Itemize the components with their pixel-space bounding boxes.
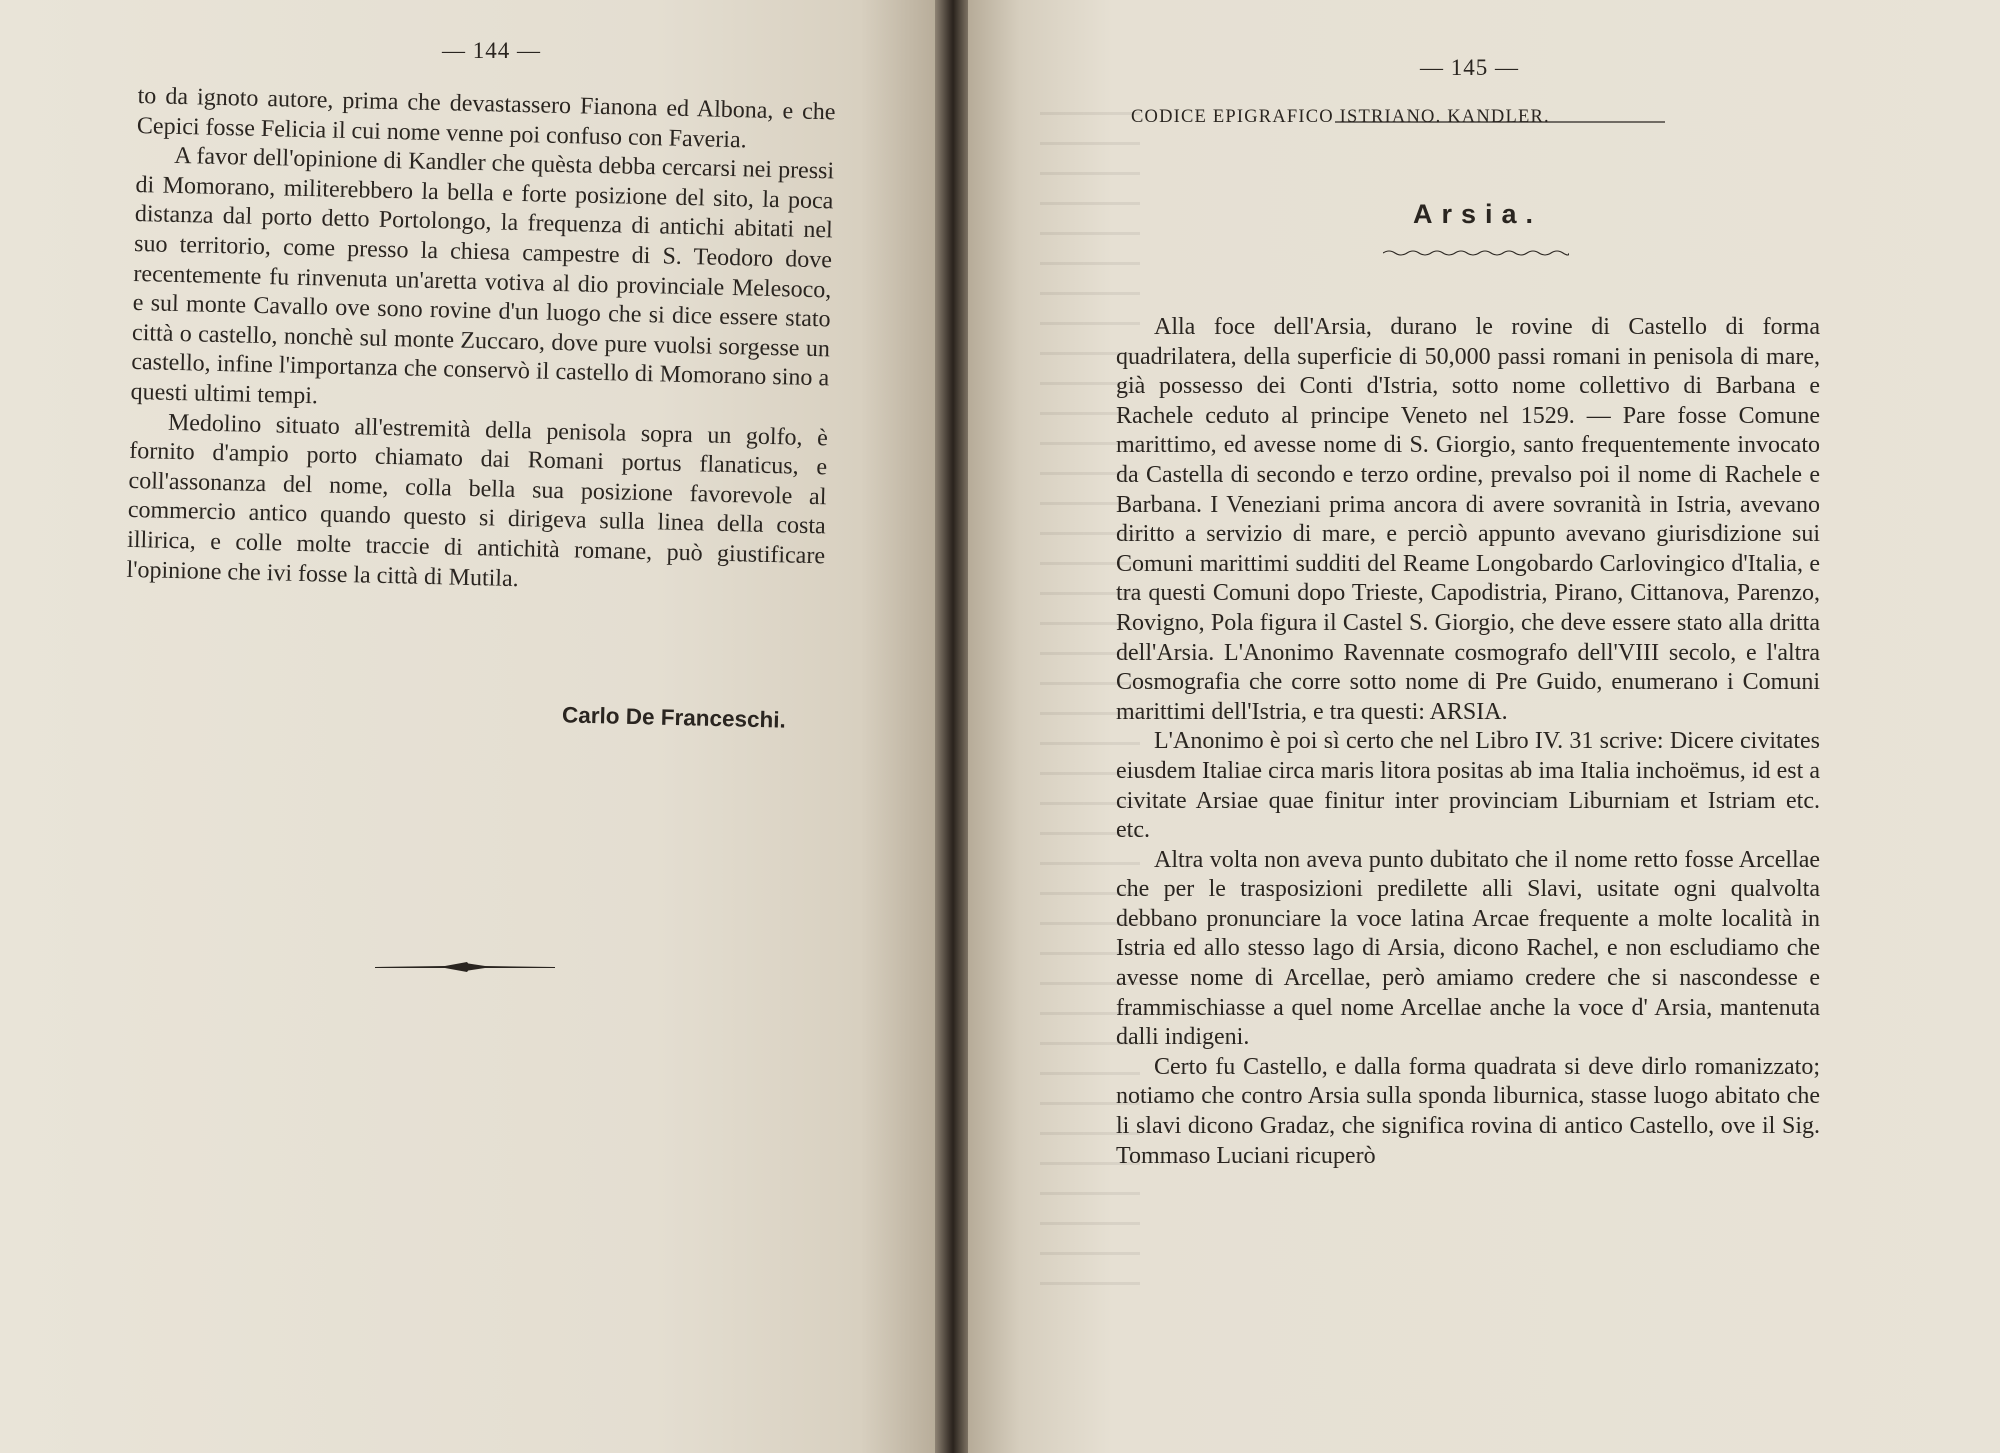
end-ornament-rule	[375, 960, 555, 974]
author-signature: Carlo De Franceschi.	[561, 702, 787, 733]
right-paragraph-1: Alla foce dell'Arsia, durano le rovine di Castello di forma quadrilatera, della superficie di 50,000 passi romani in penisola di mare, già possesso dei Conti d'Istria, sotto nome collettivo di Barbana e Rachele ceduto al principe Veneto nel 1529. — Pare fosse Comune marittimo, ed avesse nome di S. Giorgio, santo frequentemente invocato da Castella di secondo e terzo ordine, prevalso poi il nome di Rachele e Barbana. I Veneziani prima ancora di avere sovranità in Istria, avevano diritto a servizio di mare, e perciò appunto avevano giurisdizione sui Comuni marittimi sudditi del Reame Longobardo Carlovingico d'Italia, e tra questi Comuni dopo Trieste, Capodistria, Pirano, Cittanova, Parenzo, Rovigno, Pola figura il Castel S. Giorgio, che deve essere stato alla dritta dell'Arsia. L'Anonimo Ravennate cosmografo dell'VIII secolo, e l'altra Cosmografia che corre sotto nome di Pre Guido, enumerano i Comuni marittimi dell'Istria, e tra questi: ARSIA.	[1116, 314, 1820, 725]
section-title: Arsia.	[1413, 199, 1543, 229]
book-gutter	[935, 0, 968, 1453]
title-wavy-rule	[1383, 247, 1569, 259]
left-page-number: — 144 —	[442, 38, 541, 63]
left-paragraph-1: to da ignoto autore, prima che devastassero Fianona ed Albona, e che Cepici fosse Felicia il cui nome venne poi confuso con Faveria.	[136, 82, 836, 153]
left-page-text	[126, 82, 836, 601]
running-head: CODICE EPIGRAFICO ISTRIANO. KANDLER.	[1131, 107, 1550, 127]
left-paragraph-2: A favor dell'opinione di Kandler che quèsta debba cercarsi nei pressi di Momorano, militerebbero la bella e forte posizione del sito, la poca distanza dal porto detto Portolongo, la frequenza di antichi abitati nel suo territorio, come presso la chiesa campestre di S. Teodoro dove recentemente fu rinvenuta un'aretta votiva al dio provinciale Melesoco, e sul monte Cavallo ove sono rovine d'un luogo che si dice essere stato città o castello, nonchè sul monte Zuccaro, dove pure vuolsi sorgesse un castello, infine l'importanza che conservò il castello di Momorano sino a questi ultimi tempi.	[130, 143, 835, 410]
right-page-text	[1116, 313, 1820, 1171]
left-paragraph-3: Medolino situato all'estremità della penisola sopra un golfo, è fornito d'ampio porto chiamato dai Romani portus flanaticus, e coll'assonanza del nome, colla bella sua posizione favorevole al commercio antico quando questo si dirigeva sulla linea della costa illirica, e colle molte traccie di antichità romane, può giustificare l'opinione che ivi fosse la città di Mutila.	[126, 409, 829, 592]
right-paragraph-3: Altra volta non aveva punto dubitato che il nome retto fosse Arcellae che per le trasposizioni predilette alli Slavi, usitate ogni qualvolta debbano pronunciare la voce latina Arcae frequente a molte località in Istria ed allo stesso lago di Arsia, dicono Rachel, e non escludiamo che avesse nome di Arcellae, però amiamo credere che si nascondesse e frammischiasse a quel nome Arcellae anche la voce d' Arsia, mantenuta dalli indigeni.	[1116, 846, 1820, 1051]
running-head-rule	[1335, 120, 1665, 124]
right-paragraph-4: Certo fu Castello, e dalla forma quadrata si deve dirlo romanizzato; notiamo che contro Arsia sulla sponda liburnica, stasse luogo abitato che li slavi dicono Gradaz, che significa rovina di antico Castello, ove il Sig. Tommaso Luciani ricuperò	[1116, 1053, 1820, 1169]
right-paragraph-2: L'Anonimo è poi sì certo che nel Libro IV. 31 scrive: Dicere civitates eiusdem Italiae circa maris litora positas ab ima Italia inchoëmus, id est a civitate Arsiae quae finitur inter provinciam Liburniam et Istriam etc. etc.	[1116, 728, 1820, 844]
right-page-number: — 145 —	[1420, 55, 1519, 80]
left-page	[0, 0, 935, 1453]
